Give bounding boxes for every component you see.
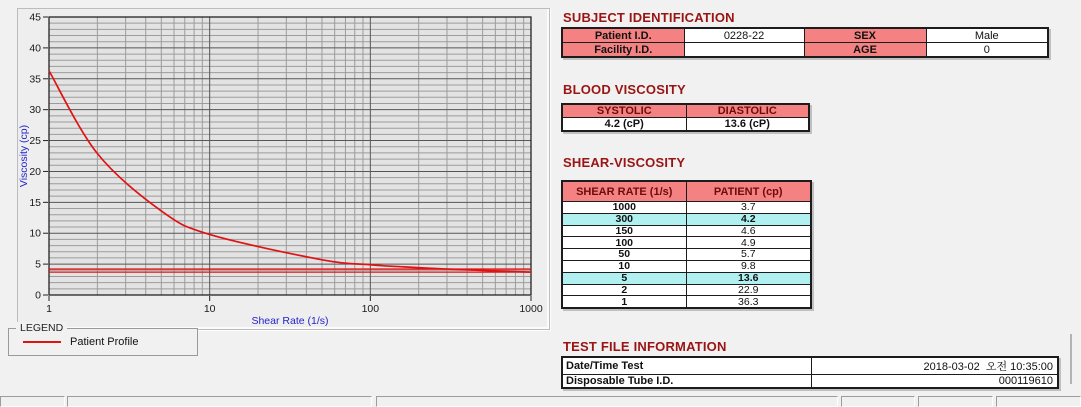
svg-text:30: 30 [29, 104, 41, 117]
blood-viscosity-table [561, 103, 810, 132]
shear-viscosity-tbody [562, 202, 811, 309]
shear-rate-cell: 5 [562, 272, 686, 284]
status-bar-segment [996, 396, 1081, 407]
shear-rate-cell: 300 [562, 213, 686, 225]
status-bar [0, 396, 1081, 407]
patient-viscosity-cell: 13.6 [686, 272, 811, 284]
disposable-tube-id-label: Disposable Tube I.D. [562, 375, 811, 389]
status-bar-segment [376, 396, 838, 407]
table-row [562, 375, 1058, 389]
patient-viscosity-cell: 36.3 [686, 296, 811, 308]
patient-viscosity-cell: 22.9 [686, 284, 811, 296]
svg-text:10: 10 [203, 303, 216, 315]
shear-rate-cell: 2 [562, 284, 686, 296]
shear-viscosity-table [561, 180, 812, 309]
systolic-value: 4.2 (cP) [562, 118, 686, 132]
test-file-information-table [561, 356, 1059, 389]
svg-text:Viscosity (cp): Viscosity (cp) [18, 124, 30, 188]
svg-text:100: 100 [361, 303, 380, 315]
patient-id-value: 0228-22 [684, 28, 804, 43]
svg-text:35: 35 [29, 73, 41, 86]
svg-text:Shear Rate (1/s): Shear Rate (1/s) [251, 315, 329, 327]
shear-viscosity-title: SHEAR-VISCOSITY [563, 155, 686, 170]
table-row [562, 213, 811, 225]
disposable-tube-id-value: 000119610 [811, 375, 1058, 389]
svg-text:1000: 1000 [519, 303, 543, 315]
age-label: AGE [804, 43, 926, 58]
test-file-information-title: TEST FILE INFORMATION [563, 339, 727, 354]
svg-text:45: 45 [29, 11, 41, 24]
patient-viscosity-cell: 4.9 [686, 237, 811, 249]
patient-id-label: Patient I.D. [562, 28, 684, 43]
subject-identification-title: SUBJECT IDENTIFICATION [563, 10, 735, 25]
table-row [562, 43, 1048, 58]
patient-column-header: PATIENT (cp) [686, 181, 811, 202]
shear-rate-cell: 50 [562, 249, 686, 261]
table-row [562, 237, 811, 249]
table-row [562, 104, 809, 118]
chart-canvas [18, 9, 549, 327]
svg-text:1: 1 [46, 303, 52, 315]
table-row [562, 28, 1048, 43]
window-edge [1070, 334, 1072, 384]
subject-identification-table [561, 27, 1049, 58]
facility-id-value [684, 43, 804, 58]
facility-id-label: Facility I.D. [562, 43, 684, 58]
sex-label: SEX [804, 28, 926, 43]
date-time-test-label: Date/Time Test [562, 357, 811, 375]
svg-text:0: 0 [35, 289, 41, 302]
shear-rate-cell: 1000 [562, 202, 686, 214]
shear-rate-cell: 150 [562, 225, 686, 237]
patient-viscosity-cell: 4.6 [686, 225, 811, 237]
legend-title: LEGEND [16, 322, 67, 334]
status-bar-segment [0, 396, 65, 407]
date-time-test-value: 2018-03-02 오전 10:35:00 [811, 357, 1058, 375]
status-bar-segment [841, 396, 915, 407]
diastolic-header: DIASTOLIC [686, 104, 809, 118]
shear-rate-cell: 10 [562, 260, 686, 272]
table-row [562, 118, 809, 132]
patient-viscosity-cell: 4.2 [686, 213, 811, 225]
svg-text:10: 10 [29, 227, 41, 240]
table-row [562, 260, 811, 272]
shear-rate-column-header: SHEAR RATE (1/s) [562, 181, 686, 202]
legend-series-label: Patient Profile [70, 336, 139, 348]
svg-text:5: 5 [35, 258, 41, 271]
table-row [562, 225, 811, 237]
table-header-row [562, 181, 811, 202]
chart-legend [8, 322, 198, 356]
age-value: 0 [926, 43, 1048, 58]
shear-rate-cell: 1 [562, 296, 686, 308]
table-row [562, 357, 1058, 375]
table-row [562, 296, 811, 308]
sex-value: Male [926, 28, 1048, 43]
status-bar-segment [67, 396, 372, 407]
status-bar-segment [918, 396, 993, 407]
patient-viscosity-cell: 9.8 [686, 260, 811, 272]
shear-rate-cell: 100 [562, 237, 686, 249]
table-row [562, 272, 811, 284]
patient-viscosity-cell: 3.7 [686, 202, 811, 214]
diastolic-value: 13.6 (cP) [686, 118, 809, 132]
patient-profile-line-swatch [23, 341, 61, 343]
table-row [562, 249, 811, 261]
blood-viscosity-title: BLOOD VISCOSITY [563, 82, 686, 97]
patient-viscosity-cell: 5.7 [686, 249, 811, 261]
table-row [562, 202, 811, 214]
svg-text:15: 15 [29, 196, 41, 209]
svg-text:40: 40 [29, 42, 41, 55]
systolic-header: SYSTOLIC [562, 104, 686, 118]
shear-viscosity-chart [17, 8, 550, 330]
table-row [562, 284, 811, 296]
svg-text:20: 20 [29, 165, 41, 178]
svg-text:25: 25 [29, 135, 41, 148]
